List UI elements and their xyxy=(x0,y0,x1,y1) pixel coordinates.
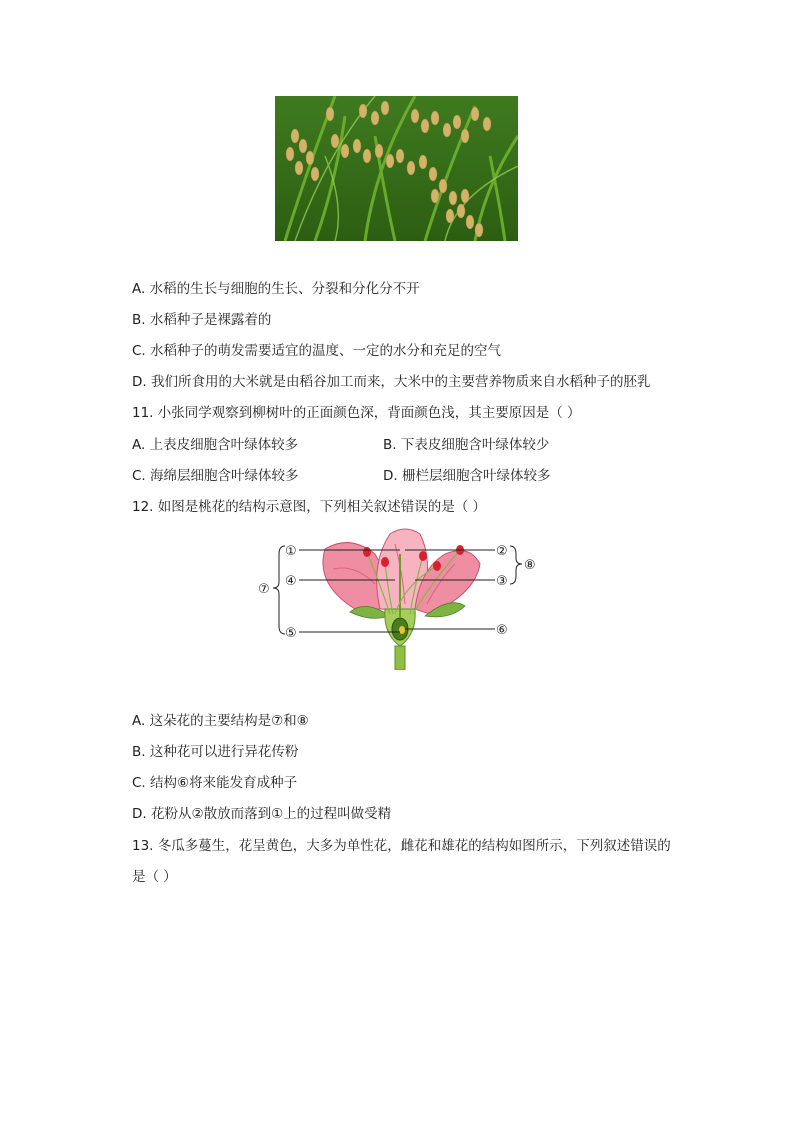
label-2: ② xyxy=(496,544,508,559)
q11-option-b: B. 下表皮细胞含叶绿体较少 xyxy=(383,437,550,453)
q12-option-a: A. 这朵花的主要结构是⑦和⑧ xyxy=(132,713,309,729)
q11-option-a: A. 上表皮细胞含叶绿体较多 xyxy=(132,437,299,453)
q10-option-a: A. 水稻的生长与细胞的生长、分裂和分化分不开 xyxy=(132,281,420,297)
q10-option-d: D. 我们所食用的大米就是由稻谷加工而来，大米中的主要营养物质来自水稻种子的胚乳 xyxy=(132,374,651,390)
label-8: ⑧ xyxy=(524,558,536,573)
label-3: ③ xyxy=(496,574,508,589)
q13-stem-line2: 是（ ） xyxy=(132,869,177,885)
peach-flower-diagram xyxy=(255,524,540,670)
label-6: ⑥ xyxy=(496,623,508,638)
q11-option-c: C. 海绵层细胞含叶绿体较多 xyxy=(132,468,299,484)
q11-stem: 11. 小张同学观察到柳树叶的正面颜色深，背面颜色浅，其主要原因是（ ） xyxy=(132,405,581,421)
label-4: ④ xyxy=(285,574,297,589)
label-7: ⑦ xyxy=(258,582,270,597)
label-1: ① xyxy=(285,544,297,559)
q12-option-b: B. 这种花可以进行异花传粉 xyxy=(132,744,299,760)
q10-option-b: B. 水稻种子是裸露着的 xyxy=(132,312,272,328)
q12-option-c: C. 结构⑥将来能发育成种子 xyxy=(132,775,298,791)
petals xyxy=(323,529,480,614)
q10-option-c: C. 水稻种子的萌发需要适宜的温度、一定的水分和充足的空气 xyxy=(132,343,502,359)
rice-plant-image xyxy=(275,96,518,241)
q12-option-d: D. 花粉从②散放而落到①上的过程叫做受精 xyxy=(132,806,392,822)
q13-stem-line1: 13. 冬瓜多蔓生，花呈黄色，大多为单性花，雌花和雄花的结构如图所示，下列叙述错误的 xyxy=(132,838,671,854)
q11-option-d: D. 栅栏层细胞含叶绿体较多 xyxy=(383,468,551,484)
label-5: ⑤ xyxy=(285,626,297,641)
q12-stem: 12. 如图是桃花的结构示意图，下列相关叙述错误的是（ ） xyxy=(132,499,487,515)
